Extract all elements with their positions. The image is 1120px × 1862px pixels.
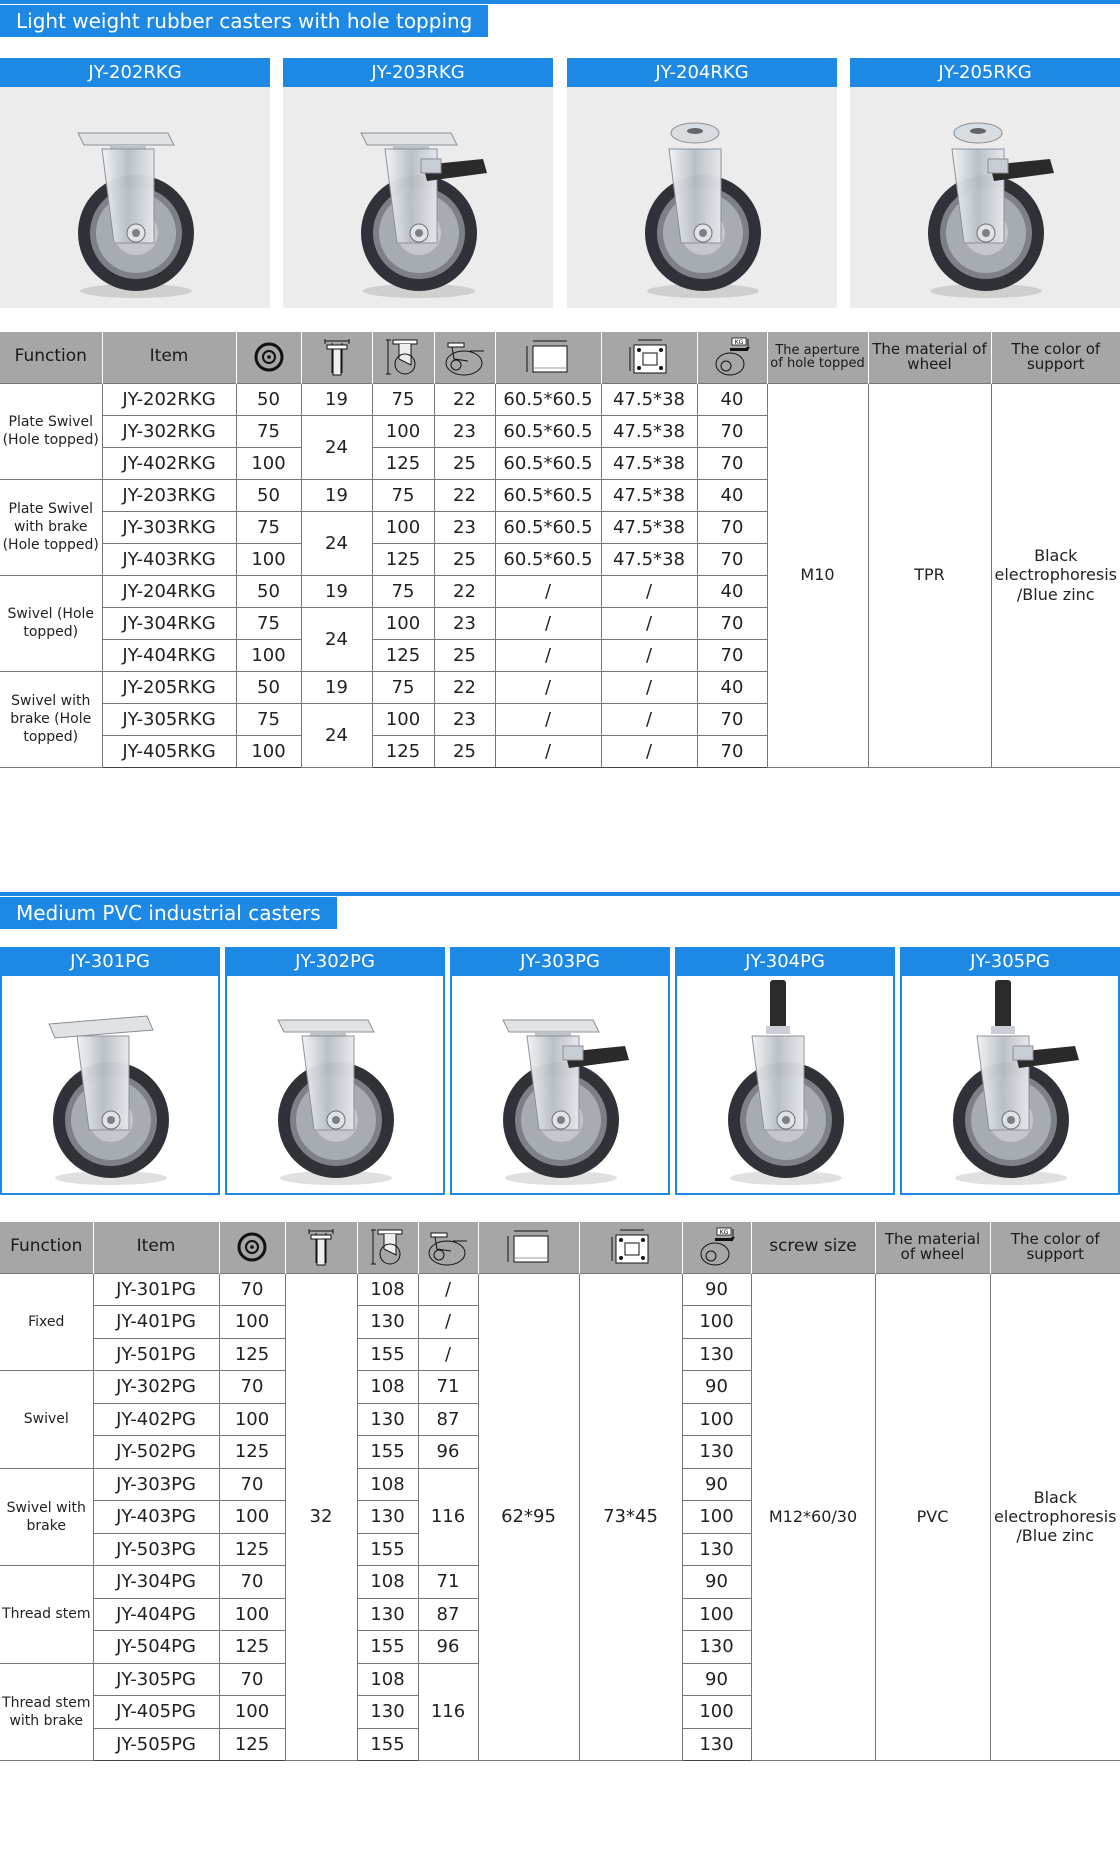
swivel-radius-cell: 116: [418, 1663, 478, 1761]
load-height-cell: 75: [372, 671, 434, 703]
caster-photo: [900, 976, 1120, 1195]
function-cell: Plate Swivel (Hole topped): [0, 383, 102, 479]
header-color: The color of support: [990, 1222, 1120, 1273]
item-cell: JY-403PG: [93, 1501, 219, 1534]
load-height-cell: 155: [357, 1338, 418, 1371]
header-item: Item: [93, 1222, 219, 1273]
load-capacity-cell: 100: [682, 1501, 751, 1534]
swivel-radius-cell: 23: [434, 607, 495, 639]
swivel-radius-cell: 22: [434, 671, 495, 703]
wheel-diameter-cell: 125: [219, 1533, 285, 1566]
plate-size-icon: [478, 1222, 579, 1273]
product-photo-card: [0, 947, 220, 1195]
swivel-radius-cell: 96: [418, 1436, 478, 1469]
table-header-row: [0, 1222, 1120, 1273]
section-title: Medium PVC industrial casters: [0, 897, 337, 929]
bolt-hole-spacing-cell: 47.5*38: [601, 543, 697, 575]
load-capacity-cell: 100: [682, 1403, 751, 1436]
load-capacity-cell: 70: [697, 735, 767, 767]
load-height-cell: 108: [357, 1371, 418, 1404]
item-cell: JY-203RKG: [102, 479, 236, 511]
bolt-hole-spacing-cell: /: [601, 607, 697, 639]
screw-size-cell: M12*60/30: [751, 1273, 875, 1761]
wheel-width-cell: 24: [301, 415, 372, 479]
material-cell: TPR: [868, 383, 991, 767]
wheel-diameter-cell: 50: [236, 671, 301, 703]
header-function: Function: [0, 1222, 93, 1273]
load-capacity-cell: 70: [697, 511, 767, 543]
wheel-diameter-cell: 70: [219, 1371, 285, 1404]
item-cell: JY-504PG: [93, 1631, 219, 1664]
swivel-radius-cell: 23: [434, 703, 495, 735]
swivel-radius-cell: 23: [434, 415, 495, 447]
plate-size-cell: /: [495, 639, 601, 671]
caster-photo: [283, 87, 553, 308]
wheel-diameter-cell: 100: [219, 1403, 285, 1436]
load-capacity-cell: 40: [697, 479, 767, 511]
product-photo-card: [225, 947, 445, 1195]
function-cell: Swivel: [0, 1371, 93, 1469]
load-capacity-cell: 40: [697, 383, 767, 415]
load-capacity-cell: 90: [682, 1273, 751, 1306]
wheel-diameter-icon: [236, 332, 301, 383]
swivel-radius-cell: 25: [434, 735, 495, 767]
product-photo-card: [850, 58, 1120, 308]
section-divider: [0, 0, 1120, 4]
wheel-diameter-cell: 100: [219, 1306, 285, 1339]
spec-table-rubber: [0, 332, 1120, 768]
product-photo-card: [900, 947, 1120, 1195]
swivel-radius-cell: 96: [418, 1631, 478, 1664]
caster-photo: [567, 87, 837, 308]
product-label: JY-202RKG: [0, 58, 270, 87]
load-capacity-cell: 70: [697, 703, 767, 735]
header-material: The material of wheel: [875, 1222, 990, 1273]
load-capacity-cell: 70: [697, 639, 767, 671]
product-photo-row: [0, 947, 1120, 1195]
bolt-hole-spacing-cell: 47.5*38: [601, 511, 697, 543]
wheel-diameter-cell: 125: [219, 1631, 285, 1664]
load-height-cell: 125: [372, 447, 434, 479]
plate-size-cell: 60.5*60.5: [495, 383, 601, 415]
product-label: JY-304PG: [675, 947, 895, 976]
swivel-radius-cell: 25: [434, 639, 495, 671]
function-cell: Swivel with brake (Hole topped): [0, 671, 102, 767]
bolt-hole-spacing-cell: /: [601, 671, 697, 703]
section-divider: [0, 892, 1120, 896]
product-photo-card: [567, 58, 837, 308]
item-cell: JY-404PG: [93, 1598, 219, 1631]
swivel-radius-icon: [434, 332, 495, 383]
swivel-radius-cell: 23: [434, 511, 495, 543]
swivel-radius-cell: 22: [434, 575, 495, 607]
load-height-cell: 100: [372, 511, 434, 543]
wheel-diameter-cell: 100: [236, 735, 301, 767]
bolt-hole-spacing-cell: 47.5*38: [601, 479, 697, 511]
wheel-width-cell: 19: [301, 479, 372, 511]
bolt-hole-spacing-cell: 47.5*38: [601, 447, 697, 479]
swivel-radius-cell: 25: [434, 447, 495, 479]
function-cell: Swivel (Hole topped): [0, 575, 102, 671]
wheel-diameter-cell: 125: [219, 1338, 285, 1371]
wheel-diameter-cell: 75: [236, 607, 301, 639]
wheel-diameter-cell: 125: [219, 1728, 285, 1761]
plate-size-cell: /: [495, 575, 601, 607]
product-photo-card: [0, 58, 270, 308]
wheel-width-cell: 24: [301, 511, 372, 575]
spec-table-pvc: [0, 1222, 1120, 1761]
load-height-cell: 130: [357, 1501, 418, 1534]
header-function: Function: [0, 332, 102, 383]
caster-photo: [0, 976, 220, 1195]
product-label: JY-303PG: [450, 947, 670, 976]
item-cell: JY-302RKG: [102, 415, 236, 447]
caster-photo: [225, 976, 445, 1195]
product-label: JY-205RKG: [850, 58, 1120, 87]
bolt-hole-spacing-cell: 47.5*38: [601, 415, 697, 447]
wheel-width-cell: 32: [285, 1273, 357, 1761]
load-height-cell: 100: [372, 607, 434, 639]
bolt-hole-spacing-icon: [579, 1222, 682, 1273]
item-cell: JY-401PG: [93, 1306, 219, 1339]
item-cell: JY-404RKG: [102, 639, 236, 671]
load-height-cell: 155: [357, 1436, 418, 1469]
wheel-diameter-cell: 100: [219, 1696, 285, 1729]
wheel-diameter-cell: 50: [236, 383, 301, 415]
load-capacity-cell: 130: [682, 1338, 751, 1371]
load-capacity-cell: 100: [682, 1598, 751, 1631]
load-height-cell: 75: [372, 575, 434, 607]
bolt-hole-spacing-cell: /: [601, 575, 697, 607]
wheel-width-cell: 24: [301, 703, 372, 767]
product-photo-card: [450, 947, 670, 1195]
item-cell: JY-304RKG: [102, 607, 236, 639]
load-capacity-cell: 70: [697, 543, 767, 575]
load-capacity-cell: 70: [697, 447, 767, 479]
product-label: JY-301PG: [0, 947, 220, 976]
function-cell: Thread stem with brake: [0, 1663, 93, 1761]
product-photo-card: [675, 947, 895, 1195]
load-height-cell: 130: [357, 1598, 418, 1631]
bolt-hole-spacing-icon: [601, 332, 697, 383]
load-capacity-cell: 90: [682, 1468, 751, 1501]
function-cell: Fixed: [0, 1273, 93, 1371]
plate-size-cell: 60.5*60.5: [495, 479, 601, 511]
function-cell: Plate Swivel with brake (Hole topped): [0, 479, 102, 575]
wheel-diameter-cell: 50: [236, 479, 301, 511]
plate-size-cell: /: [495, 735, 601, 767]
wheel-width-cell: 19: [301, 383, 372, 415]
plate-size-cell: /: [495, 607, 601, 639]
plate-size-cell: 60.5*60.5: [495, 511, 601, 543]
load-height-cell: 130: [357, 1306, 418, 1339]
load-height-cell: 100: [372, 415, 434, 447]
wheel-width-icon: [301, 332, 372, 383]
caster-photo: [450, 976, 670, 1195]
item-cell: JY-305PG: [93, 1663, 219, 1696]
bolt-hole-spacing-cell: /: [601, 639, 697, 671]
swivel-radius-cell: 87: [418, 1598, 478, 1631]
color-cell: Black electrophoresis /Blue zinc: [991, 383, 1120, 767]
wheel-diameter-cell: 75: [236, 415, 301, 447]
bolt-hole-spacing-cell: 73*45: [579, 1273, 682, 1761]
load-capacity-cell: 90: [682, 1371, 751, 1404]
item-cell: JY-301PG: [93, 1273, 219, 1306]
load-height-icon: [372, 332, 434, 383]
wheel-diameter-cell: 100: [219, 1501, 285, 1534]
swivel-radius-cell: /: [418, 1273, 478, 1306]
wheel-diameter-cell: 125: [219, 1436, 285, 1469]
wheel-diameter-cell: 75: [236, 703, 301, 735]
swivel-radius-cell: /: [418, 1338, 478, 1371]
wheel-width-cell: 24: [301, 607, 372, 671]
table-row: [0, 383, 1120, 415]
load-height-cell: 125: [372, 543, 434, 575]
load-height-cell: 155: [357, 1631, 418, 1664]
item-cell: JY-302PG: [93, 1371, 219, 1404]
wheel-diameter-cell: 100: [236, 447, 301, 479]
header-screw-size: screw size: [751, 1222, 875, 1273]
plate-size-cell: 62*95: [478, 1273, 579, 1761]
aperture-cell: M10: [767, 383, 868, 767]
load-capacity-icon: [682, 1222, 751, 1273]
load-height-cell: 75: [372, 383, 434, 415]
load-height-cell: 108: [357, 1468, 418, 1501]
load-capacity-cell: 130: [682, 1728, 751, 1761]
wheel-diameter-cell: 70: [219, 1273, 285, 1306]
caster-photo: [850, 87, 1120, 308]
load-height-cell: 108: [357, 1273, 418, 1306]
load-height-cell: 125: [372, 735, 434, 767]
swivel-radius-cell: 71: [418, 1371, 478, 1404]
header-material: The material of wheel: [868, 332, 991, 383]
product-label: JY-302PG: [225, 947, 445, 976]
header-aperture: The aperture of hole topped: [767, 332, 868, 383]
material-cell: PVC: [875, 1273, 990, 1761]
load-capacity-cell: 130: [682, 1533, 751, 1566]
plate-size-cell: /: [495, 671, 601, 703]
wheel-diameter-cell: 100: [236, 639, 301, 671]
section-pvc-casters: [0, 892, 1120, 1862]
load-capacity-cell: 130: [682, 1436, 751, 1469]
swivel-radius-cell: 71: [418, 1566, 478, 1599]
load-capacity-cell: 70: [697, 607, 767, 639]
bolt-hole-spacing-cell: /: [601, 735, 697, 767]
wheel-diameter-cell: 70: [219, 1663, 285, 1696]
swivel-radius-cell: 22: [434, 479, 495, 511]
item-cell: JY-502PG: [93, 1436, 219, 1469]
wheel-diameter-cell: 50: [236, 575, 301, 607]
swivel-radius-cell: /: [418, 1306, 478, 1339]
product-label: JY-305PG: [900, 947, 1120, 976]
plate-size-cell: 60.5*60.5: [495, 543, 601, 575]
product-label: JY-204RKG: [567, 58, 837, 87]
item-cell: JY-402RKG: [102, 447, 236, 479]
wheel-diameter-cell: 70: [219, 1566, 285, 1599]
svg-text:KG: KG: [734, 339, 744, 347]
wheel-diameter-cell: 70: [219, 1468, 285, 1501]
header-color: The color of support: [991, 332, 1120, 383]
plate-size-cell: /: [495, 703, 601, 735]
wheel-width-icon: [285, 1222, 357, 1273]
swivel-radius-cell: 87: [418, 1403, 478, 1436]
item-cell: JY-303RKG: [102, 511, 236, 543]
load-height-icon: [357, 1222, 418, 1273]
wheel-diameter-icon: [219, 1222, 285, 1273]
load-capacity-icon: [697, 332, 767, 383]
bolt-hole-spacing-cell: /: [601, 703, 697, 735]
item-cell: JY-501PG: [93, 1338, 219, 1371]
item-cell: JY-205RKG: [102, 671, 236, 703]
swivel-radius-icon: [418, 1222, 478, 1273]
load-height-cell: 100: [372, 703, 434, 735]
item-cell: JY-405RKG: [102, 735, 236, 767]
plate-size-cell: 60.5*60.5: [495, 415, 601, 447]
plate-size-cell: 60.5*60.5: [495, 447, 601, 479]
function-cell: Thread stem: [0, 1566, 93, 1664]
item-cell: JY-204RKG: [102, 575, 236, 607]
section-rubber-casters: [0, 0, 1120, 860]
swivel-radius-cell: 116: [418, 1468, 478, 1566]
item-cell: JY-505PG: [93, 1728, 219, 1761]
load-height-cell: 130: [357, 1696, 418, 1729]
load-height-cell: 108: [357, 1566, 418, 1599]
table-header-row: [0, 332, 1120, 383]
product-photo-row: [0, 58, 1120, 308]
load-height-cell: 108: [357, 1663, 418, 1696]
item-cell: JY-402PG: [93, 1403, 219, 1436]
load-height-cell: 75: [372, 479, 434, 511]
product-photo-card: [283, 58, 553, 308]
load-capacity-cell: 40: [697, 671, 767, 703]
load-capacity-cell: 70: [697, 415, 767, 447]
plate-size-icon: [495, 332, 601, 383]
wheel-diameter-cell: 100: [219, 1598, 285, 1631]
load-height-cell: 155: [357, 1728, 418, 1761]
load-height-cell: 130: [357, 1403, 418, 1436]
header-item: Item: [102, 332, 236, 383]
caster-photo: [0, 87, 270, 308]
item-cell: JY-503PG: [93, 1533, 219, 1566]
load-capacity-cell: 130: [682, 1631, 751, 1664]
caster-photo: [675, 976, 895, 1195]
load-capacity-cell: 90: [682, 1663, 751, 1696]
load-height-cell: 155: [357, 1533, 418, 1566]
load-capacity-cell: 100: [682, 1306, 751, 1339]
table-row: [0, 1273, 1120, 1306]
load-capacity-cell: 90: [682, 1566, 751, 1599]
wheel-width-cell: 19: [301, 671, 372, 703]
load-height-cell: 125: [372, 639, 434, 671]
item-cell: JY-403RKG: [102, 543, 236, 575]
swivel-radius-cell: 25: [434, 543, 495, 575]
bolt-hole-spacing-cell: 47.5*38: [601, 383, 697, 415]
item-cell: JY-405PG: [93, 1696, 219, 1729]
function-cell: Swivel with brake: [0, 1468, 93, 1566]
item-cell: JY-303PG: [93, 1468, 219, 1501]
item-cell: JY-202RKG: [102, 383, 236, 415]
color-cell: Black electrophoresis /Blue zinc: [990, 1273, 1120, 1761]
item-cell: JY-304PG: [93, 1566, 219, 1599]
wheel-diameter-cell: 75: [236, 511, 301, 543]
swivel-radius-cell: 22: [434, 383, 495, 415]
wheel-width-cell: 19: [301, 575, 372, 607]
product-label: JY-203RKG: [283, 58, 553, 87]
load-capacity-cell: 100: [682, 1696, 751, 1729]
item-cell: JY-305RKG: [102, 703, 236, 735]
wheel-diameter-cell: 100: [236, 543, 301, 575]
section-title: Light weight rubber casters with hole topping: [0, 5, 488, 37]
load-capacity-cell: 40: [697, 575, 767, 607]
svg-text:KG: KG: [719, 1229, 728, 1237]
